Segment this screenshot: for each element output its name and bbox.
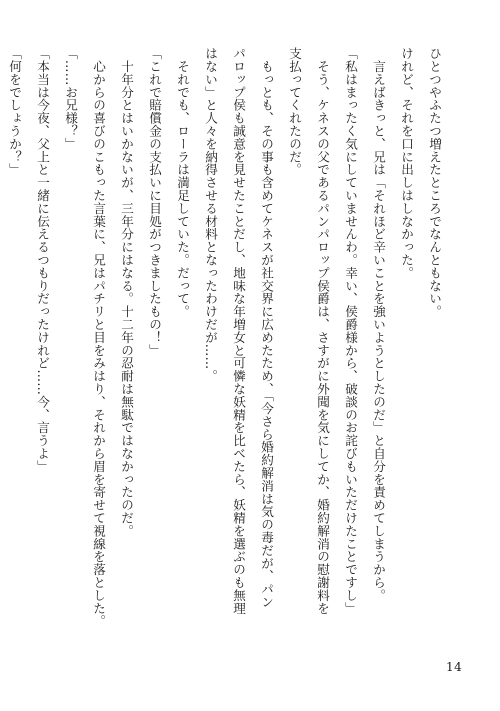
text-line: 言えばきっと、兄は「それほど辛いことを強いようとしたのだ」と自分を責めてしまうから。 [371, 47, 386, 602]
text-line: はない」と人々を納得させる材料となったわけだが……。 [203, 47, 218, 383]
text-line: そう、ケネスの父であるパンパロップ侯爵は、さすがに外聞を気にしてか、婚約解消の慰謝料を [315, 47, 330, 615]
text-line: それでも、ローラは満足していた。だって。 [175, 47, 190, 318]
text-line: けれど、それを口に出しはしなかった。 [399, 47, 414, 280]
text-line: ひとつやふたつ増えたところでなんともない。 [427, 47, 442, 318]
page-number: 14 [446, 660, 463, 674]
text-line: 心からの喜びのこもった言葉に、兄はパチリと目をみはり、それから眉を寄せて視線を落とした。 [91, 47, 106, 628]
text-line: もっとも、その事も含めてケネスが社交界に広めたため、「今さら婚約解消は気の毒だが、パン [259, 47, 274, 609]
text-line: 十年分とはいかないが、三年分にはなる。十二年の忍耐は無駄ではなかったのだ。 [119, 47, 134, 538]
text-line: 「私はまったく気にしていませんわ。幸い、侯爵様から、破談のお詫びもいただけたことですし」 [343, 47, 358, 615]
text-line: 支払ってくれたのだ。 [287, 47, 302, 176]
text-line: パロップ侯も誠意を見せたことだし、地味な年増女と可憐な妖精を比べたら、妖精を選ぶのも無理 [231, 47, 246, 615]
text-line: 「これで賠償金の支払いに目処がつきましたもの！」 [147, 47, 162, 357]
text-line: 「……お兄様？」 [63, 47, 78, 151]
text-line: 「本当は今夜、父上と一緒に伝えるつもりだったけれど……今、言うよ」 [35, 47, 50, 473]
text-line: 「何をでしょうか？」 [7, 47, 22, 176]
vertical-text-block [7, 47, 448, 628]
